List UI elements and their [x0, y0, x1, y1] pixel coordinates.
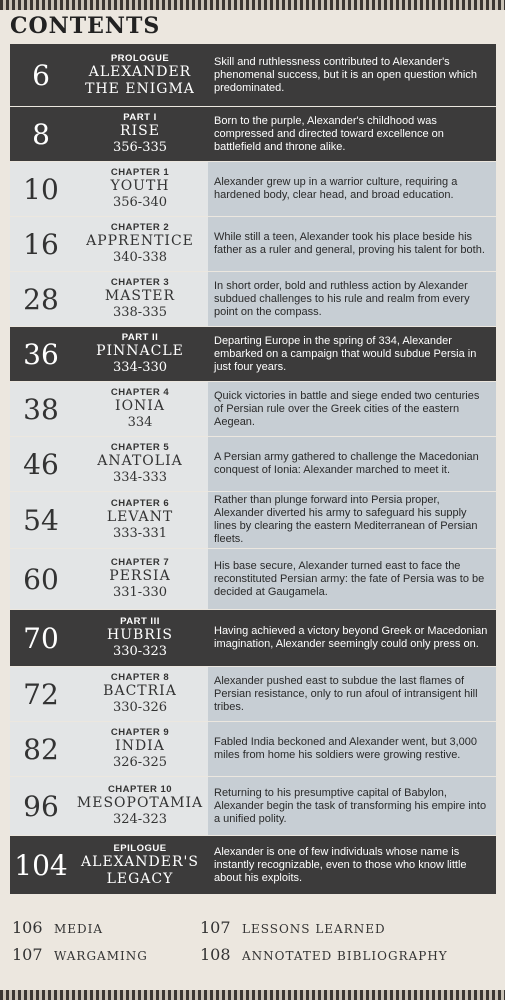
back-matter-page-number: 108 [200, 945, 231, 964]
page-number: 82 [23, 732, 59, 766]
section-label: CHAPTER 1 [110, 167, 170, 178]
back-matter-title: ANNOTATED BIBLIOGRAPHY [242, 949, 448, 963]
section-description: Quick victories in battle and siege ended two centuries of Persian rule over the Greek cities of the eastern Aegean. [208, 382, 496, 436]
section-label: CHAPTER 10 [107, 784, 173, 795]
section-label: PROLOGUE [110, 52, 170, 64]
section-years: 338-335 [112, 305, 168, 320]
entry-titles [72, 53, 208, 98]
contents-entry [10, 722, 496, 776]
entry-heading-block [10, 44, 208, 106]
contents-entry [10, 777, 496, 835]
contents-entry [10, 610, 496, 666]
page-number: 28 [23, 282, 59, 316]
contents-entry [10, 327, 496, 381]
section-title: HUBRIS [107, 627, 173, 643]
section-title: YOUTH [110, 178, 170, 194]
entry-heading-block [10, 437, 208, 491]
entry-heading-block [10, 107, 208, 161]
entry-titles [72, 498, 208, 542]
section-title: ALEXANDER'S LEGACY [81, 853, 199, 887]
back-matter-entry [200, 918, 492, 937]
entry-heading-block [10, 382, 208, 436]
page-number: 16 [23, 227, 59, 261]
page-number: 70 [23, 621, 59, 655]
section-years: 334-333 [112, 470, 168, 485]
entry-titles [72, 727, 208, 771]
section-title: MASTER [104, 288, 176, 304]
entry-heading-block [10, 162, 208, 216]
section-years: 330-326 [112, 700, 168, 715]
section-description: His base secure, Alexander turned east to face the reconstituted Persian army: the fate of Persia was to be decided at Gaugamela. [208, 549, 496, 609]
back-matter-entry [200, 945, 492, 964]
entry-titles [72, 112, 208, 156]
section-label: PART I [123, 112, 157, 123]
back-matter-page-number: 106 [12, 918, 43, 937]
back-matter-entry [12, 945, 200, 964]
page-number: 36 [23, 337, 59, 371]
page-number: 72 [23, 677, 59, 711]
entry-heading-block [10, 836, 208, 894]
section-title: RISE [120, 123, 160, 139]
entry-heading-block [10, 777, 208, 835]
section-years: 356-335 [112, 140, 168, 155]
section-description: Skill and ruthlessness contributed to Alexander's phenomenal success, but it is an open question which predominated. [214, 55, 477, 94]
entry-titles [72, 277, 208, 321]
section-title: ANATOLIA [97, 453, 183, 469]
entry-titles [72, 332, 208, 376]
section-title: PERSIA [109, 568, 171, 584]
contents-list [10, 44, 496, 895]
section-description: Alexander grew up in a warrior culture, requiring a hardened body, clear head, and broad education. [208, 162, 496, 216]
section-description: Alexander is one of few individuals whose name is instantly recognizable, even to those who know little about his exploits. [214, 845, 467, 884]
entry-titles [72, 784, 208, 828]
entry-heading-block [10, 610, 208, 666]
section-label: CHAPTER 7 [110, 557, 170, 568]
section-label: PART III [120, 616, 160, 627]
section-years: 334-330 [112, 360, 168, 375]
page-number: 54 [23, 503, 59, 537]
contents-entry [10, 162, 496, 216]
back-matter-title: MEDIA [54, 922, 104, 936]
section-years: 334 [127, 415, 153, 430]
contents-entry [10, 382, 496, 436]
section-description: Rather than plunge forward into Persia proper, Alexander diverted his army to safeguard his supply lines by clearing the eastern Mediterranean of Persian fleets. [208, 492, 496, 548]
section-title: BACTRIA [103, 683, 177, 699]
entry-heading-block [10, 492, 208, 548]
section-years: 340-338 [112, 250, 168, 265]
section-label: CHAPTER 4 [110, 387, 170, 398]
entry-heading-block [10, 327, 208, 381]
section-years: 333-331 [112, 526, 168, 541]
section-title: LEVANT [106, 509, 174, 525]
page-number: 6 [32, 58, 50, 92]
contents-entry [10, 549, 496, 609]
section-description: Departing Europe in the spring of 334, Alexander embarked on a campaign that would subdue Persia in just four years. [214, 334, 477, 373]
contents-entry [10, 492, 496, 548]
section-years: 324-323 [112, 812, 168, 827]
contents-entry [10, 437, 496, 491]
back-matter-entry [12, 918, 200, 937]
section-description: Returning to his presumptive capital of Babylon, Alexander begin the task of transforming his empire into a unified polity. [208, 777, 496, 835]
back-matter-page-number: 107 [200, 918, 231, 937]
entry-heading-block [10, 217, 208, 271]
top-decorative-border [0, 0, 505, 10]
section-years: 356-340 [112, 195, 168, 210]
section-title: MESOPOTAMIA [76, 795, 204, 811]
section-title: APPRENTICE [86, 233, 194, 249]
section-title: ALEXANDER THE ENIGMA [85, 63, 195, 97]
section-title: INDIA [115, 738, 165, 754]
section-description: While still a teen, Alexander took his place beside his father as a ruler and general, proving his talent for both. [208, 217, 496, 271]
page-number: 60 [23, 562, 59, 596]
entry-titles [72, 167, 208, 211]
page-number: 38 [23, 392, 59, 426]
page-title: CONTENTS [10, 13, 161, 39]
entry-titles [72, 442, 208, 486]
section-label: PART II [121, 332, 159, 343]
back-matter-page-number: 107 [12, 945, 43, 964]
section-description: In short order, bold and ruthless action by Alexander subdued challenges to his rule and realm from every point on the compass. [208, 272, 496, 326]
section-years: 326-325 [112, 755, 168, 770]
back-matter-title: LESSONS LEARNED [242, 922, 386, 936]
page-number: 96 [23, 789, 59, 823]
bottom-decorative-border [0, 990, 505, 1000]
section-label: CHAPTER 3 [110, 277, 170, 288]
entry-titles [72, 222, 208, 266]
section-description: A Persian army gathered to challenge the Macedonian conquest of Ionia: Alexander marched to meet it. [208, 437, 496, 491]
entry-titles [72, 616, 208, 660]
section-label: CHAPTER 2 [110, 222, 170, 233]
entry-heading-block [10, 722, 208, 776]
contents-entry [10, 272, 496, 326]
section-years: 331-330 [112, 585, 168, 600]
page-number: 8 [32, 117, 50, 151]
section-description: Born to the purple, Alexander's childhood was compressed and directed toward excellence on battlefield and throne alike. [214, 114, 444, 153]
page-number: 10 [23, 172, 59, 206]
entry-titles [72, 672, 208, 716]
entry-titles [72, 387, 208, 431]
contents-entry [10, 217, 496, 271]
entry-heading-block [10, 272, 208, 326]
entry-heading-block [10, 667, 208, 721]
section-label: CHAPTER 8 [110, 672, 170, 683]
page-number: 104 [14, 848, 68, 882]
back-matter-title: WARGAMING [54, 949, 148, 963]
section-years: 330-323 [112, 644, 168, 659]
section-label: CHAPTER 5 [110, 442, 170, 453]
section-description: Having achieved a victory beyond Greek or Macedonian imagination, Alexander seemingly could only press on. [214, 625, 488, 650]
back-matter-list [12, 918, 492, 964]
page-number: 46 [23, 447, 59, 481]
section-description: Alexander pushed east to subdue the last flames of Persian resistance, only to run afoul of intransigent hill tribes. [208, 667, 496, 721]
section-label: EPILOGUE [113, 842, 167, 854]
entry-titles [72, 843, 208, 888]
contents-entry [10, 107, 496, 161]
contents-entry [10, 836, 496, 894]
section-label: CHAPTER 6 [110, 498, 170, 509]
section-description: Fabled India beckoned and Alexander went, but 3,000 miles from home his soldiers were growing restive. [208, 722, 496, 776]
entry-titles [72, 557, 208, 601]
section-label: CHAPTER 9 [110, 727, 170, 738]
section-title: PINNACLE [96, 343, 184, 359]
section-title: IONIA [115, 398, 165, 414]
contents-entry [10, 44, 496, 106]
contents-entry [10, 667, 496, 721]
entry-heading-block [10, 549, 208, 609]
